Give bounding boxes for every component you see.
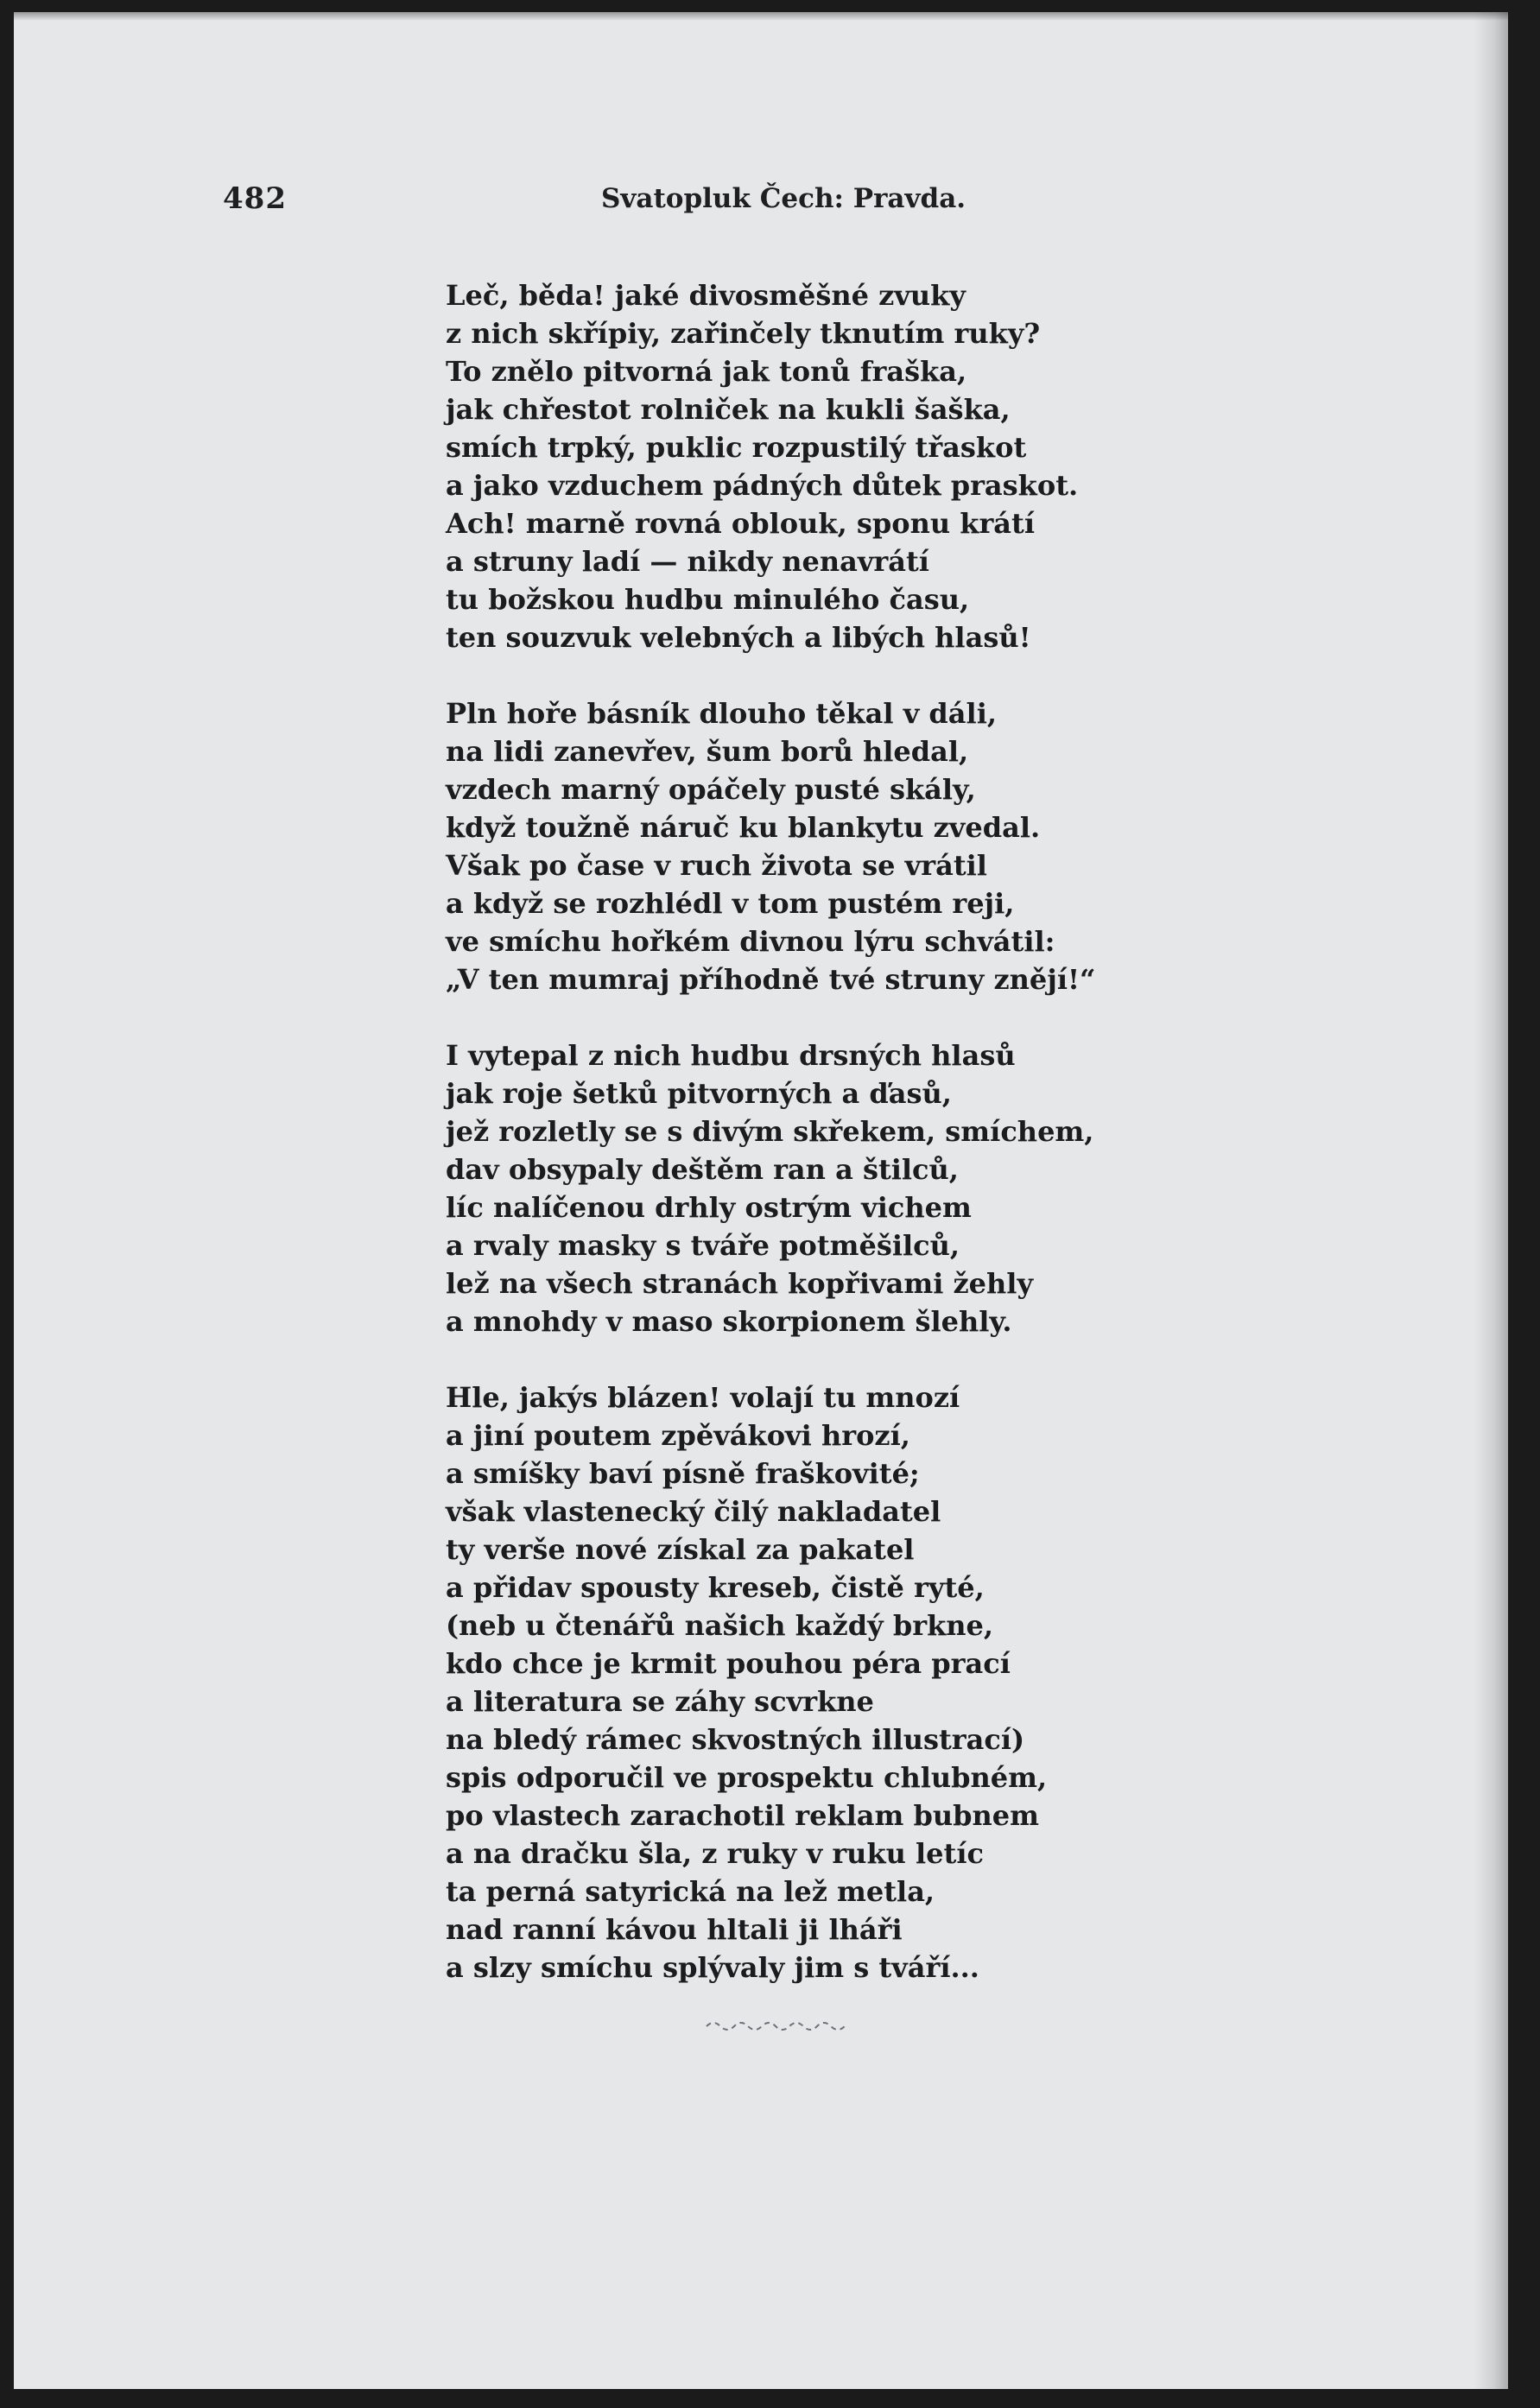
verse-line: líc nalíčenou drhly ostrým vichem bbox=[446, 1191, 972, 1224]
verse-line: nad ranní kávou hltali ji lháři bbox=[446, 1913, 903, 1946]
verse-line: Pln hoře básník dlouho těkal v dáli, bbox=[446, 697, 997, 730]
verse-line: vzdech marný opáčely pusté skály, bbox=[446, 773, 976, 806]
verse-line: a smíšky baví písně fraškovité; bbox=[446, 1457, 920, 1490]
verse-line: I vytepal z nich hudbu drsných hlasů bbox=[446, 1039, 1016, 1072]
verse-line: dav obsypaly deštěm ran a štilců, bbox=[446, 1153, 959, 1186]
verse-line: na lidi zanevřev, šum borů hledal, bbox=[446, 735, 969, 768]
verse-line: (neb u čtenářů našich každý brkne, bbox=[446, 1609, 993, 1642]
verse-line: když toužně náruč ku blankytu zvedal. bbox=[446, 811, 1041, 844]
verse-line: a jako vzduchem pádných důtek praskot. bbox=[446, 469, 1079, 502]
page-header bbox=[14, 181, 1508, 225]
verse-line: na bledý rámec skvostných illustrací) bbox=[446, 1723, 1025, 1756]
verse-line: ta perná satyrická na lež metla, bbox=[446, 1875, 935, 1908]
tail-piece-squiggle-icon bbox=[705, 2018, 852, 2033]
verse-line: spis odporučil ve prospektu chlubném, bbox=[446, 1761, 1048, 1794]
verse-line: po vlastech zarachotil reklam bubnem bbox=[446, 1799, 1039, 1832]
running-head: Svatopluk Čech: Pravda. bbox=[601, 183, 966, 214]
verse-line: a slzy smíchu splývaly jim s tváří... bbox=[446, 1951, 979, 1984]
verse-line: tu božskou hudbu minulého času, bbox=[446, 583, 970, 616]
scan-shadow-top bbox=[14, 12, 1508, 21]
verse-line: Leč, běda! jaké divosměšné zvuky bbox=[446, 279, 966, 312]
verse-line: kdo chce je krmit pouhou péra prací bbox=[446, 1647, 1011, 1680]
verse-line: ten souzvuk velebných a libých hlasů! bbox=[446, 621, 1031, 654]
stanza bbox=[446, 276, 1309, 656]
verse-line: a na dračku šla, z ruky v ruku letíc bbox=[446, 1837, 984, 1870]
verse-line: jak chřestot rolniček na kukli šaška, bbox=[446, 393, 1011, 426]
verse-line: a když se rozhlédl v tom pustém reji, bbox=[446, 887, 1015, 920]
book-page bbox=[14, 12, 1508, 2389]
verse-line: a literatura se záhy scvrkne bbox=[446, 1685, 874, 1718]
verse-line: a přidav spousty kreseb, čistě ryté, bbox=[446, 1571, 985, 1604]
verse-line: jak roje šetků pitvorných a ďasů, bbox=[446, 1077, 952, 1110]
poem-body bbox=[446, 276, 1309, 2025]
verse-line: však vlastenecký čilý nakladatel bbox=[446, 1495, 941, 1528]
verse-line: lež na všech stranách kopřivami žehly bbox=[446, 1267, 1034, 1300]
verse-line: a mnohdy v maso skorpionem šlehly. bbox=[446, 1305, 1012, 1338]
verse-line: smích trpký, puklic rozpustilý třaskot bbox=[446, 431, 1027, 464]
verse-line: Však po čase v ruch života se vrátil bbox=[446, 849, 987, 882]
stanza bbox=[446, 1378, 1309, 1987]
verse-line: a rvaly masky s tváře potměšilců, bbox=[446, 1229, 960, 1262]
scan-shadow-right bbox=[1473, 12, 1508, 2389]
verse-line: jež rozletly se s divým skřekem, smíchem, bbox=[446, 1115, 1094, 1148]
stanza bbox=[446, 694, 1309, 998]
verse-line: ty verše nové získal za pakatel bbox=[446, 1533, 915, 1566]
page-number: 482 bbox=[223, 181, 287, 216]
verse-line: Hle, jakýs blázen! volají tu mnozí bbox=[446, 1381, 960, 1414]
verse-line: To znělo pitvorná jak tonů fraška, bbox=[446, 355, 967, 388]
verse-line: Ach! marně rovná oblouk, sponu krátí bbox=[446, 507, 1035, 540]
verse-line: ve smíchu hořkém divnou lýru schvátil: bbox=[446, 925, 1055, 958]
verse-line: „V ten mumraj příhodně tvé struny znějí!“ bbox=[446, 963, 1096, 996]
verse-line: a jiní poutem zpěvákovi hrozí, bbox=[446, 1419, 910, 1452]
stanza bbox=[446, 1036, 1309, 1340]
verse-line: z nich skřípiy, zařinčely tknutím ruky? bbox=[446, 317, 1041, 350]
verse-line: a struny ladí — nikdy nenavrátí bbox=[446, 545, 929, 578]
